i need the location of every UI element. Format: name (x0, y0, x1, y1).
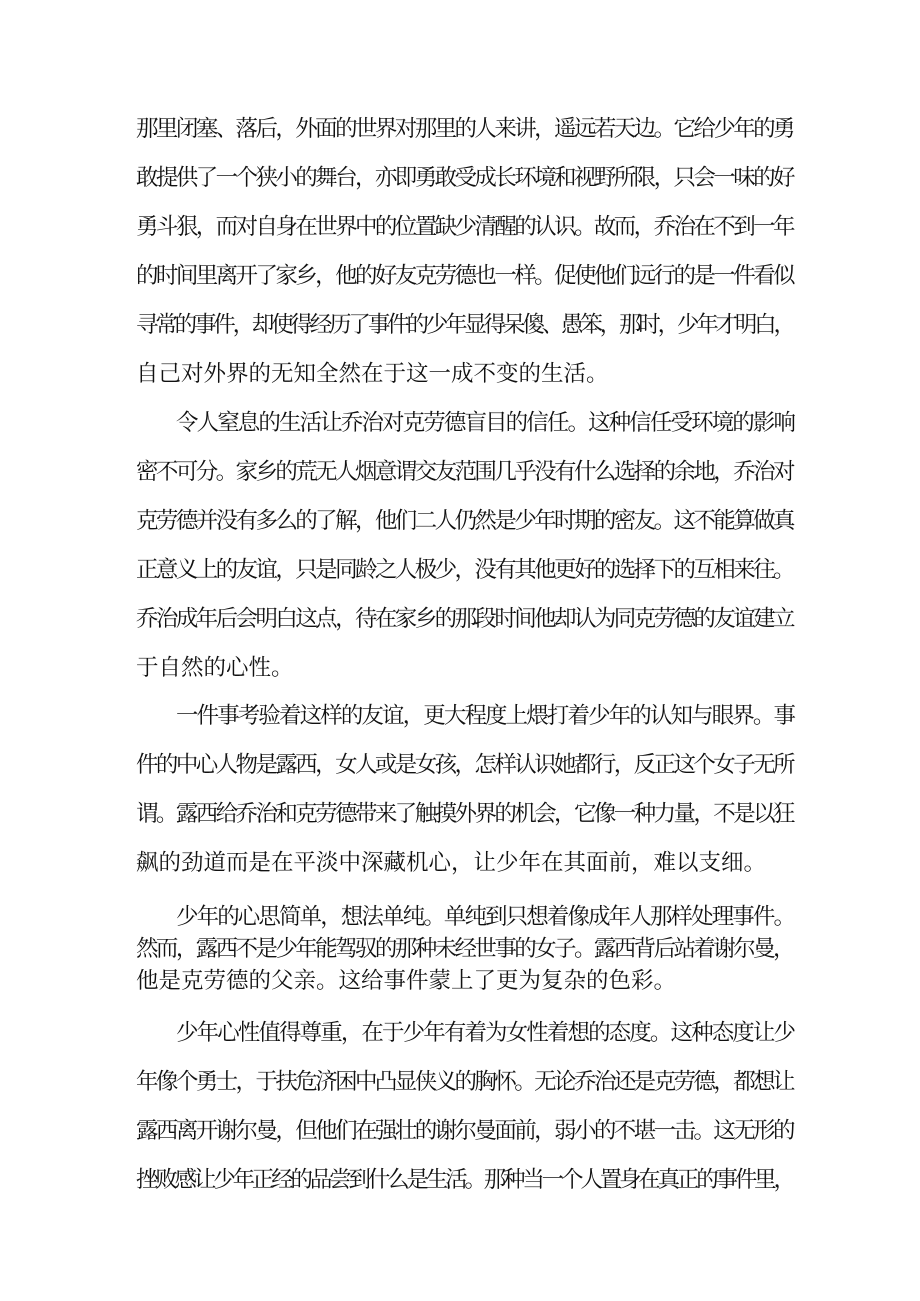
paragraph-5-line-1: 少年心性值得尊重，在于少年有着为女性着想的态度。这种态度让少 (176, 1020, 795, 1046)
paragraph-4-line-1: 少年的心思简单，想法单纯。单纯到只想着像成年人那样处理事件。 (176, 904, 795, 930)
paragraph-2-line-2: 密不可分。家乡的荒无人烟意谓交友范围几乎没有什么选择的余地，乔治对 (136, 459, 793, 485)
paragraph-3-line-1: 一件事考验着这样的友谊，更大程度上煨打着少年的认知与眼界。事 (176, 703, 795, 729)
paragraph-1-line-3: 勇斗狠，而对自身在世界中的位置缺少清醒的认识。故而，乔治在不到一年 (136, 214, 793, 240)
paragraph-2-line-5: 乔治成年后会明白这点，待在家乡的那段时间他却认为同克劳德的友谊建立 (136, 606, 793, 632)
paragraph-3-line-2: 件的中心人物是露西，女人或是女孩，怎样认识她都行，反正这个女子无所 (136, 752, 793, 778)
paragraph-1-line-2: 敢提供了一个狭小的舞台，亦即勇敢受成长环境和视野所限，只会一味的好 (136, 165, 793, 191)
paragraph-2-line-1: 令人窒息的生活让乔治对克劳德盲目的信任。这种信任受环境的影响 (176, 410, 795, 436)
paragraph-2-line-3: 克劳德并没有多么的了解，他们二人仍然是少年时期的密友。这不能算做真 (136, 508, 793, 534)
paragraph-2-line-4: 正意义上的友谊，只是同龄之人极少，没有其他更好的选择下的互相来往。 (136, 557, 793, 583)
paragraph-1-line-1: 那里闭塞、落后，外面的世界对那里的人来讲，遥远若天边。它给少年的勇 (136, 116, 793, 142)
paragraph-3-line-3: 谓。露西给乔治和克劳德带来了触摸外界的机会，它像一种力量，不是以狂 (136, 801, 793, 827)
paragraph-2-line-6: 于自然的心性。 (136, 655, 294, 681)
paragraph-5-line-4: 挫败感让少年正经的品尝到什么是生活。那种当一个人置身在真正的事件里， (136, 1167, 793, 1193)
paragraph-3-line-4: 飙的劲道而是在平淡中深藏机心，让少年在其面前，难以支细。 (136, 850, 767, 876)
paragraph-4-line-3: 他是克劳德的父亲。这给事件蒙上了更为复杂的色彩。 (136, 968, 677, 994)
paragraph-5-line-2: 年像个勇士，于扶危济困中凸显侠义的胸怀。无论乔治还是克劳德，都想让 (136, 1069, 793, 1095)
paragraph-5-line-3: 露西离开谢尔曼，但他们在强壮的谢尔曼面前，弱小的不堪一击。这无形的 (136, 1118, 793, 1144)
paragraph-1-line-4: 的时间里离开了家乡，他的好友克劳德也一样。促使他们远行的是一件看似 (136, 263, 793, 289)
paragraph-1-line-5: 寻常的事件，却使得经历了事件的少年显得呆傻、愚笨，那时，少年才明白， (136, 312, 793, 338)
paragraph-4-line-2: 然而，露西不是少年能驾驭的那种未经世事的女子。露西背后站着谢尔曼， (136, 936, 793, 962)
paragraph-1-line-6: 自己对外界的无知全然在于这一成不变的生活。 (136, 361, 609, 387)
